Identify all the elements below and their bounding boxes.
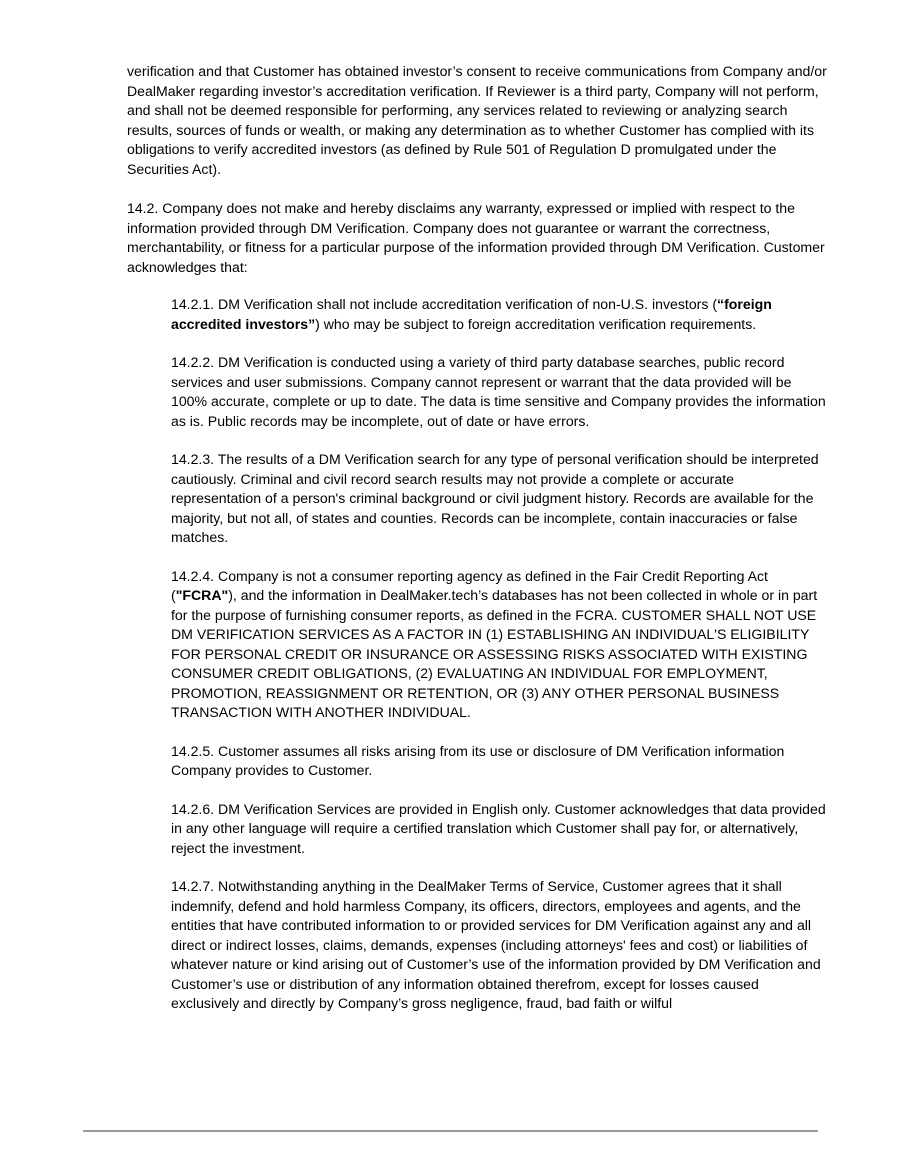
section-14-2-5: 14.2.5. Customer assumes all risks arising from its use or disclosure of DM Verification information Company provides to Customer. bbox=[171, 742, 785, 778]
section-14-2-1 bbox=[171, 295, 827, 334]
section-14-2-2: 14.2.2. DM Verification is conducted using a variety of third party database searches, public record services and user submissions. Company cannot represent or warrant that the data provided will be 100% accurate, complete or up to date. The data is time sensitive and Company provides the information as is. Public records may be incomplete, out of date or have errors. bbox=[171, 354, 826, 429]
section-14-2: 14.2. Company does not make and hereby disclaims any warranty, expressed or implied with respect to the information provided through DM Verification. Company does not guarantee or warrant the correctness, merchantability, or fitness for a particular purpose of the information provided through DM Verification. Customer acknowledges that: bbox=[127, 200, 825, 275]
defined-term-foreign-accredited-investors: “foreign accredited investors” bbox=[171, 296, 772, 332]
section-14-2-1-text-a: 14.2.1. DM Verification shall not include accreditation verification of non-U.S. investors ( bbox=[171, 296, 718, 312]
section-14-2-6: 14.2.6. DM Verification Services are provided in English only. Customer acknowledges that data provided in any other language will require a certified translation which Customer shall pay for, or alternatively, reject the investment. bbox=[171, 800, 826, 856]
paragraph-continuation: verification and that Customer has obtained investor’s consent to receive communications from Company and/or DealMaker regarding investor’s accreditation verification. If Reviewer is a third party, Company will not perform, and shall not be deemed responsible for performing, any services related to reviewing or analyzing search results, sources of funds or wealth, or making any determination as to whether Customer has complied with its obligations to verify accredited investors (as defined by Rule 501 of Regulation D promulgated under the Securities Act). bbox=[127, 63, 827, 177]
section-14-2-7: 14.2.7. Notwithstanding anything in the DealMaker Terms of Service, Customer agrees that it shall indemnify, defend and hold harmless Company, its officers, directors, employees and agents, and the entities that have contributed information to or provided services for DM Verification against any and all direct or indirect losses, claims, demands, expenses (including attorneys' fees and cost) or liabilities of whatever nature or kind arising out of Customer’s use of the information provided by DM Verification and Customer’s use or distribution of any information obtained therefrom, except for losses caused exclusively and directly by Company’s gross negligence, fraud, bad faith or wilful bbox=[171, 878, 821, 1011]
section-14-2-4-text-a: 14.2.4. Company is not a consumer reporting agency as defined in the Fair Credit Reporting Act ( bbox=[171, 567, 768, 603]
section-14-2-3: 14.2.3. The results of a DM Verification search for any type of personal verification should be interpreted cautiously. Criminal and civil record search results may not provide a complete or accurate representation of a person's criminal background or civil judgment history. Records are available for the majority, but not all, of states and counties. Records can be incomplete, contain inaccuracies or false matches. bbox=[171, 451, 819, 545]
section-14-2-1-text-b: ) who may be subject to foreign accreditation verification requirements. bbox=[315, 315, 757, 332]
section-14-2-4-text-b: ), and the information in DealMaker.tech’s databases has not been collected in whole or in part for the purpose of furnishing consumer reports, as defined in the FCRA. CUSTOMER SHALL NOT USE DM VERIFICATION SERVICES AS A FACTOR IN (1) ESTABLISHING AN INDIVIDUAL'S ELIGIBILITY FOR PERSONAL CREDIT OR INSURANCE OR ASSESSING RISKS ASSOCIATED WITH EXISTING CONSUMER CREDIT OBLIGATIONS, (2) EVALUATING AN INDIVIDUAL FOR EMPLOYMENT, PROMOTION, REASSIGNMENT OR RETENTION, OR (3) ANY OTHER PERSONAL BUSINESS TRANSACTION WITH ANOTHER INDIVIDUAL. bbox=[171, 587, 818, 720]
defined-term-fcra: "FCRA" bbox=[175, 587, 229, 603]
section-14-2-4 bbox=[171, 567, 827, 723]
document-page bbox=[127, 62, 827, 1033]
footer-divider bbox=[83, 1130, 818, 1132]
